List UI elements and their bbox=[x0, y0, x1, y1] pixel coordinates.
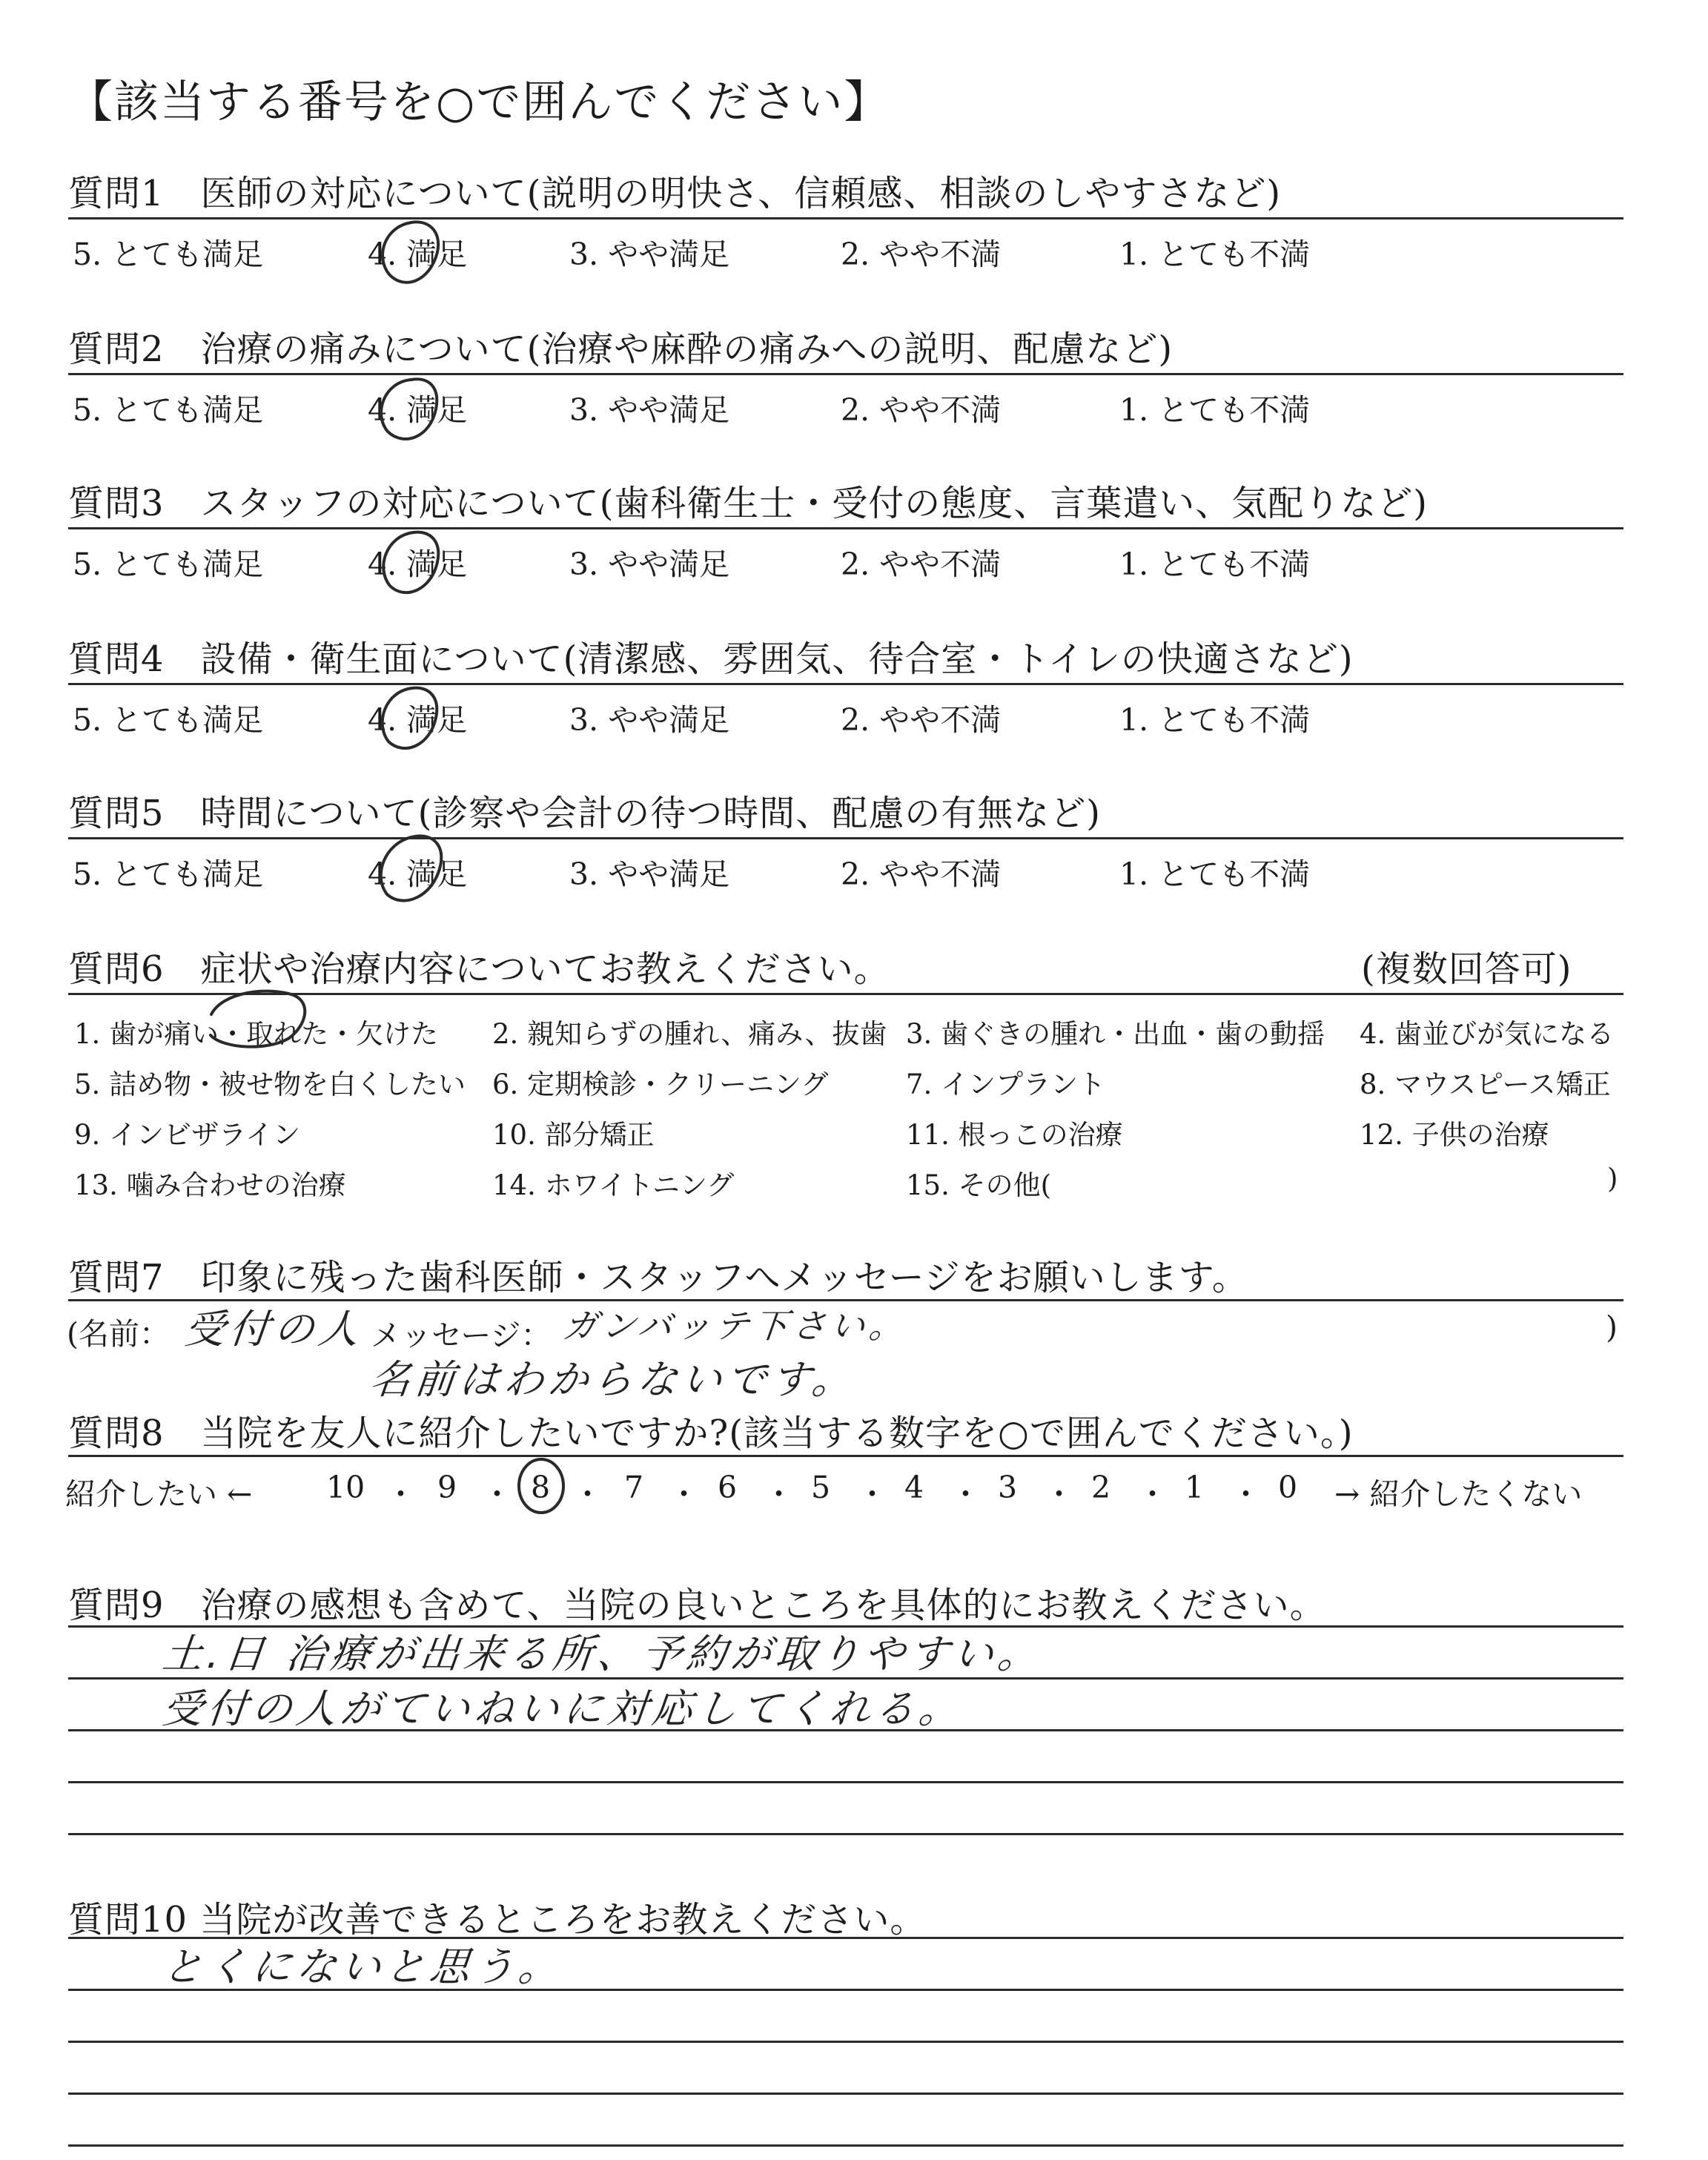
symptom-option-13[interactable]: 13. 噛み合わせの治療 bbox=[74, 1169, 346, 1201]
rating-dot: ・ bbox=[1231, 1476, 1261, 1512]
symptom-option-10[interactable]: 10. 部分矯正 bbox=[492, 1119, 655, 1151]
recommend-left-label: 紹介したい ← bbox=[65, 1476, 253, 1512]
q4-option-4[interactable]: 4. 満足 bbox=[368, 702, 468, 738]
q4-option-5[interactable]: 5. とても満足 bbox=[73, 702, 264, 738]
q3-option-3[interactable]: 3. やや満足 bbox=[569, 546, 730, 582]
q9-answer-line-2[interactable]: 受付の人がていねいに対応してくれる。 bbox=[160, 1685, 966, 1732]
rating-4[interactable]: 4 bbox=[904, 1470, 924, 1505]
rating-2[interactable]: 2 bbox=[1091, 1470, 1111, 1505]
symptom-option-6[interactable]: 6. 定期検診・クリーニング bbox=[492, 1069, 829, 1100]
question-6-label: 質問6 症状や治療内容についてお教えください。 bbox=[68, 948, 890, 990]
name-note-handwritten[interactable]: 名前はわからないです。 bbox=[368, 1356, 859, 1403]
writing-line bbox=[68, 2093, 1623, 2095]
rating-dot: ・ bbox=[950, 1476, 981, 1512]
q3-option-1[interactable]: 1. とても不満 bbox=[1119, 546, 1311, 582]
question-5-label: 質問5 時間について(診察や会計の待つ時間、配慮の有無など) bbox=[68, 793, 1102, 834]
q1-option-3[interactable]: 3. やや満足 bbox=[569, 237, 730, 272]
q1-option-2[interactable]: 2. やや不満 bbox=[841, 237, 1002, 272]
q10-answer-line-1[interactable]: とくにないと思う。 bbox=[160, 1943, 566, 1990]
recommend-right-label: → 紹介したくない bbox=[1334, 1476, 1583, 1512]
other-close-paren: ) bbox=[1607, 1163, 1618, 1195]
q2-option-2[interactable]: 2. やや不満 bbox=[841, 392, 1002, 428]
rating-6[interactable]: 6 bbox=[718, 1470, 738, 1505]
question-2-label: 質問2 治療の痛みについて(治療や麻酔の痛みへの説明、配慮など) bbox=[68, 328, 1174, 370]
q9-answer-line-1[interactable]: 土.日 治療が出来る所、予約が取りやすい。 bbox=[160, 1631, 1045, 1677]
message-close-paren: ) bbox=[1606, 1309, 1618, 1345]
q3-option-2[interactable]: 2. やや不満 bbox=[841, 546, 1002, 582]
symptom-option-2[interactable]: 2. 親知らずの腫れ、痛み、抜歯 bbox=[492, 1018, 887, 1050]
symptom-option-9[interactable]: 9. インビザライン bbox=[74, 1119, 300, 1151]
question-8-label: 質問8 当院を友人に紹介したいですか?(該当する数字を○で囲んでください。) bbox=[68, 1413, 1354, 1454]
question-7-label: 質問7 印象に残った歯科医師・スタッフへメッセージをお願いします。 bbox=[68, 1257, 1248, 1298]
rating-8[interactable]: 8 bbox=[531, 1470, 551, 1505]
question-10-label: 質問10 当院が改善できるところをお教えください。 bbox=[68, 1899, 927, 1941]
rating-dot: ・ bbox=[764, 1476, 794, 1512]
divider bbox=[68, 373, 1623, 375]
divider bbox=[68, 683, 1623, 685]
rating-dot: ・ bbox=[857, 1476, 887, 1512]
symptom-option-4[interactable]: 4. 歯並びが気になる bbox=[1360, 1018, 1615, 1050]
divider bbox=[68, 527, 1623, 529]
symptom-option-12[interactable]: 12. 子供の治療 bbox=[1360, 1119, 1549, 1151]
rating-10[interactable]: 10 bbox=[326, 1470, 365, 1505]
q4-option-3[interactable]: 3. やや満足 bbox=[569, 702, 730, 738]
message-label: メッセージ： bbox=[371, 1318, 552, 1353]
question-9-label: 質問9 治療の感想も含めて、当院の良いところを具体的にお教えください。 bbox=[68, 1585, 1326, 1626]
symptom-option-7[interactable]: 7. インプラント bbox=[906, 1069, 1106, 1100]
q2-option-5[interactable]: 5. とても満足 bbox=[73, 392, 264, 428]
message-handwritten[interactable]: ガンバッテ下さい。 bbox=[560, 1306, 910, 1346]
recommend-scale bbox=[65, 1470, 252, 1513]
divider bbox=[68, 837, 1623, 839]
q2-option-3[interactable]: 3. やや満足 bbox=[569, 392, 730, 428]
symptom-option-3[interactable]: 3. 歯ぐきの腫れ・出血・歯の動揺 bbox=[906, 1018, 1325, 1050]
writing-line bbox=[68, 1833, 1623, 1835]
rating-3[interactable]: 3 bbox=[998, 1470, 1018, 1505]
q5-option-2[interactable]: 2. やや不満 bbox=[841, 856, 1002, 892]
rating-dot: ・ bbox=[572, 1476, 603, 1512]
rating-dot: ・ bbox=[482, 1476, 512, 1512]
writing-line bbox=[68, 1781, 1623, 1783]
rating-9[interactable]: 9 bbox=[437, 1470, 457, 1505]
multiple-answers-note: (複数回答可) bbox=[1361, 948, 1572, 990]
q2-option-1[interactable]: 1. とても不満 bbox=[1119, 392, 1311, 428]
rating-7[interactable]: 7 bbox=[624, 1470, 644, 1505]
q4-option-2[interactable]: 2. やや不満 bbox=[841, 702, 1002, 738]
symptom-option-11[interactable]: 11. 根っこの治療 bbox=[906, 1119, 1123, 1151]
question-4-label: 質問4 設備・衛生面について(清潔感、雰囲気、待合室・トイレの快適さなど) bbox=[68, 638, 1354, 680]
symptom-option-5[interactable]: 5. 詰め物・被せ物を白くしたい bbox=[74, 1069, 466, 1100]
q1-option-5[interactable]: 5. とても満足 bbox=[73, 237, 264, 272]
rating-5[interactable]: 5 bbox=[811, 1470, 831, 1505]
question-3-label: 質問3 スタッフの対応について(歯科衛生士・受付の態度、言葉遣い、気配りなど) bbox=[68, 483, 1429, 524]
page-title: 【該当する番号を○で囲んでください】 bbox=[68, 76, 890, 128]
rating-dot: ・ bbox=[1137, 1476, 1168, 1512]
symptom-option-15[interactable]: 15. その他( bbox=[906, 1169, 1052, 1201]
divider bbox=[68, 217, 1623, 219]
symptom-option-1[interactable]: 1. 歯が痛い・取れた・欠けた bbox=[74, 1018, 439, 1050]
rating-dot: ・ bbox=[1044, 1476, 1074, 1512]
symptom-option-8[interactable]: 8. マウスピース矯正 bbox=[1360, 1069, 1611, 1100]
q2-option-4[interactable]: 4. 満足 bbox=[368, 392, 468, 428]
name-handwritten[interactable]: 受付の人 bbox=[182, 1306, 365, 1353]
rating-dot: ・ bbox=[385, 1476, 416, 1512]
q4-option-1[interactable]: 1. とても不満 bbox=[1119, 702, 1311, 738]
q1-option-1[interactable]: 1. とても不満 bbox=[1119, 237, 1311, 272]
q5-option-3[interactable]: 3. やや満足 bbox=[569, 856, 730, 892]
q3-option-4[interactable]: 4. 満足 bbox=[368, 546, 468, 582]
name-label: (名前： bbox=[67, 1316, 170, 1352]
divider bbox=[68, 1455, 1623, 1457]
rating-0[interactable]: 0 bbox=[1278, 1470, 1298, 1505]
writing-line bbox=[68, 2041, 1623, 2043]
q1-option-4[interactable]: 4. 満足 bbox=[368, 237, 468, 272]
rating-dot: ・ bbox=[669, 1476, 699, 1512]
rating-1[interactable]: 1 bbox=[1185, 1470, 1205, 1505]
q5-option-5[interactable]: 5. とても満足 bbox=[73, 856, 264, 892]
q5-option-1[interactable]: 1. とても不満 bbox=[1119, 856, 1311, 892]
q5-option-4[interactable]: 4. 満足 bbox=[368, 856, 468, 892]
question-1-label: 質問1 医師の対応について(説明の明快さ、信頼感、相談のしやすさなど) bbox=[68, 173, 1282, 214]
writing-line bbox=[68, 2144, 1623, 2147]
divider bbox=[68, 993, 1623, 995]
symptom-option-14[interactable]: 14. ホワイトニング bbox=[492, 1169, 735, 1201]
q3-option-5[interactable]: 5. とても満足 bbox=[73, 546, 264, 582]
